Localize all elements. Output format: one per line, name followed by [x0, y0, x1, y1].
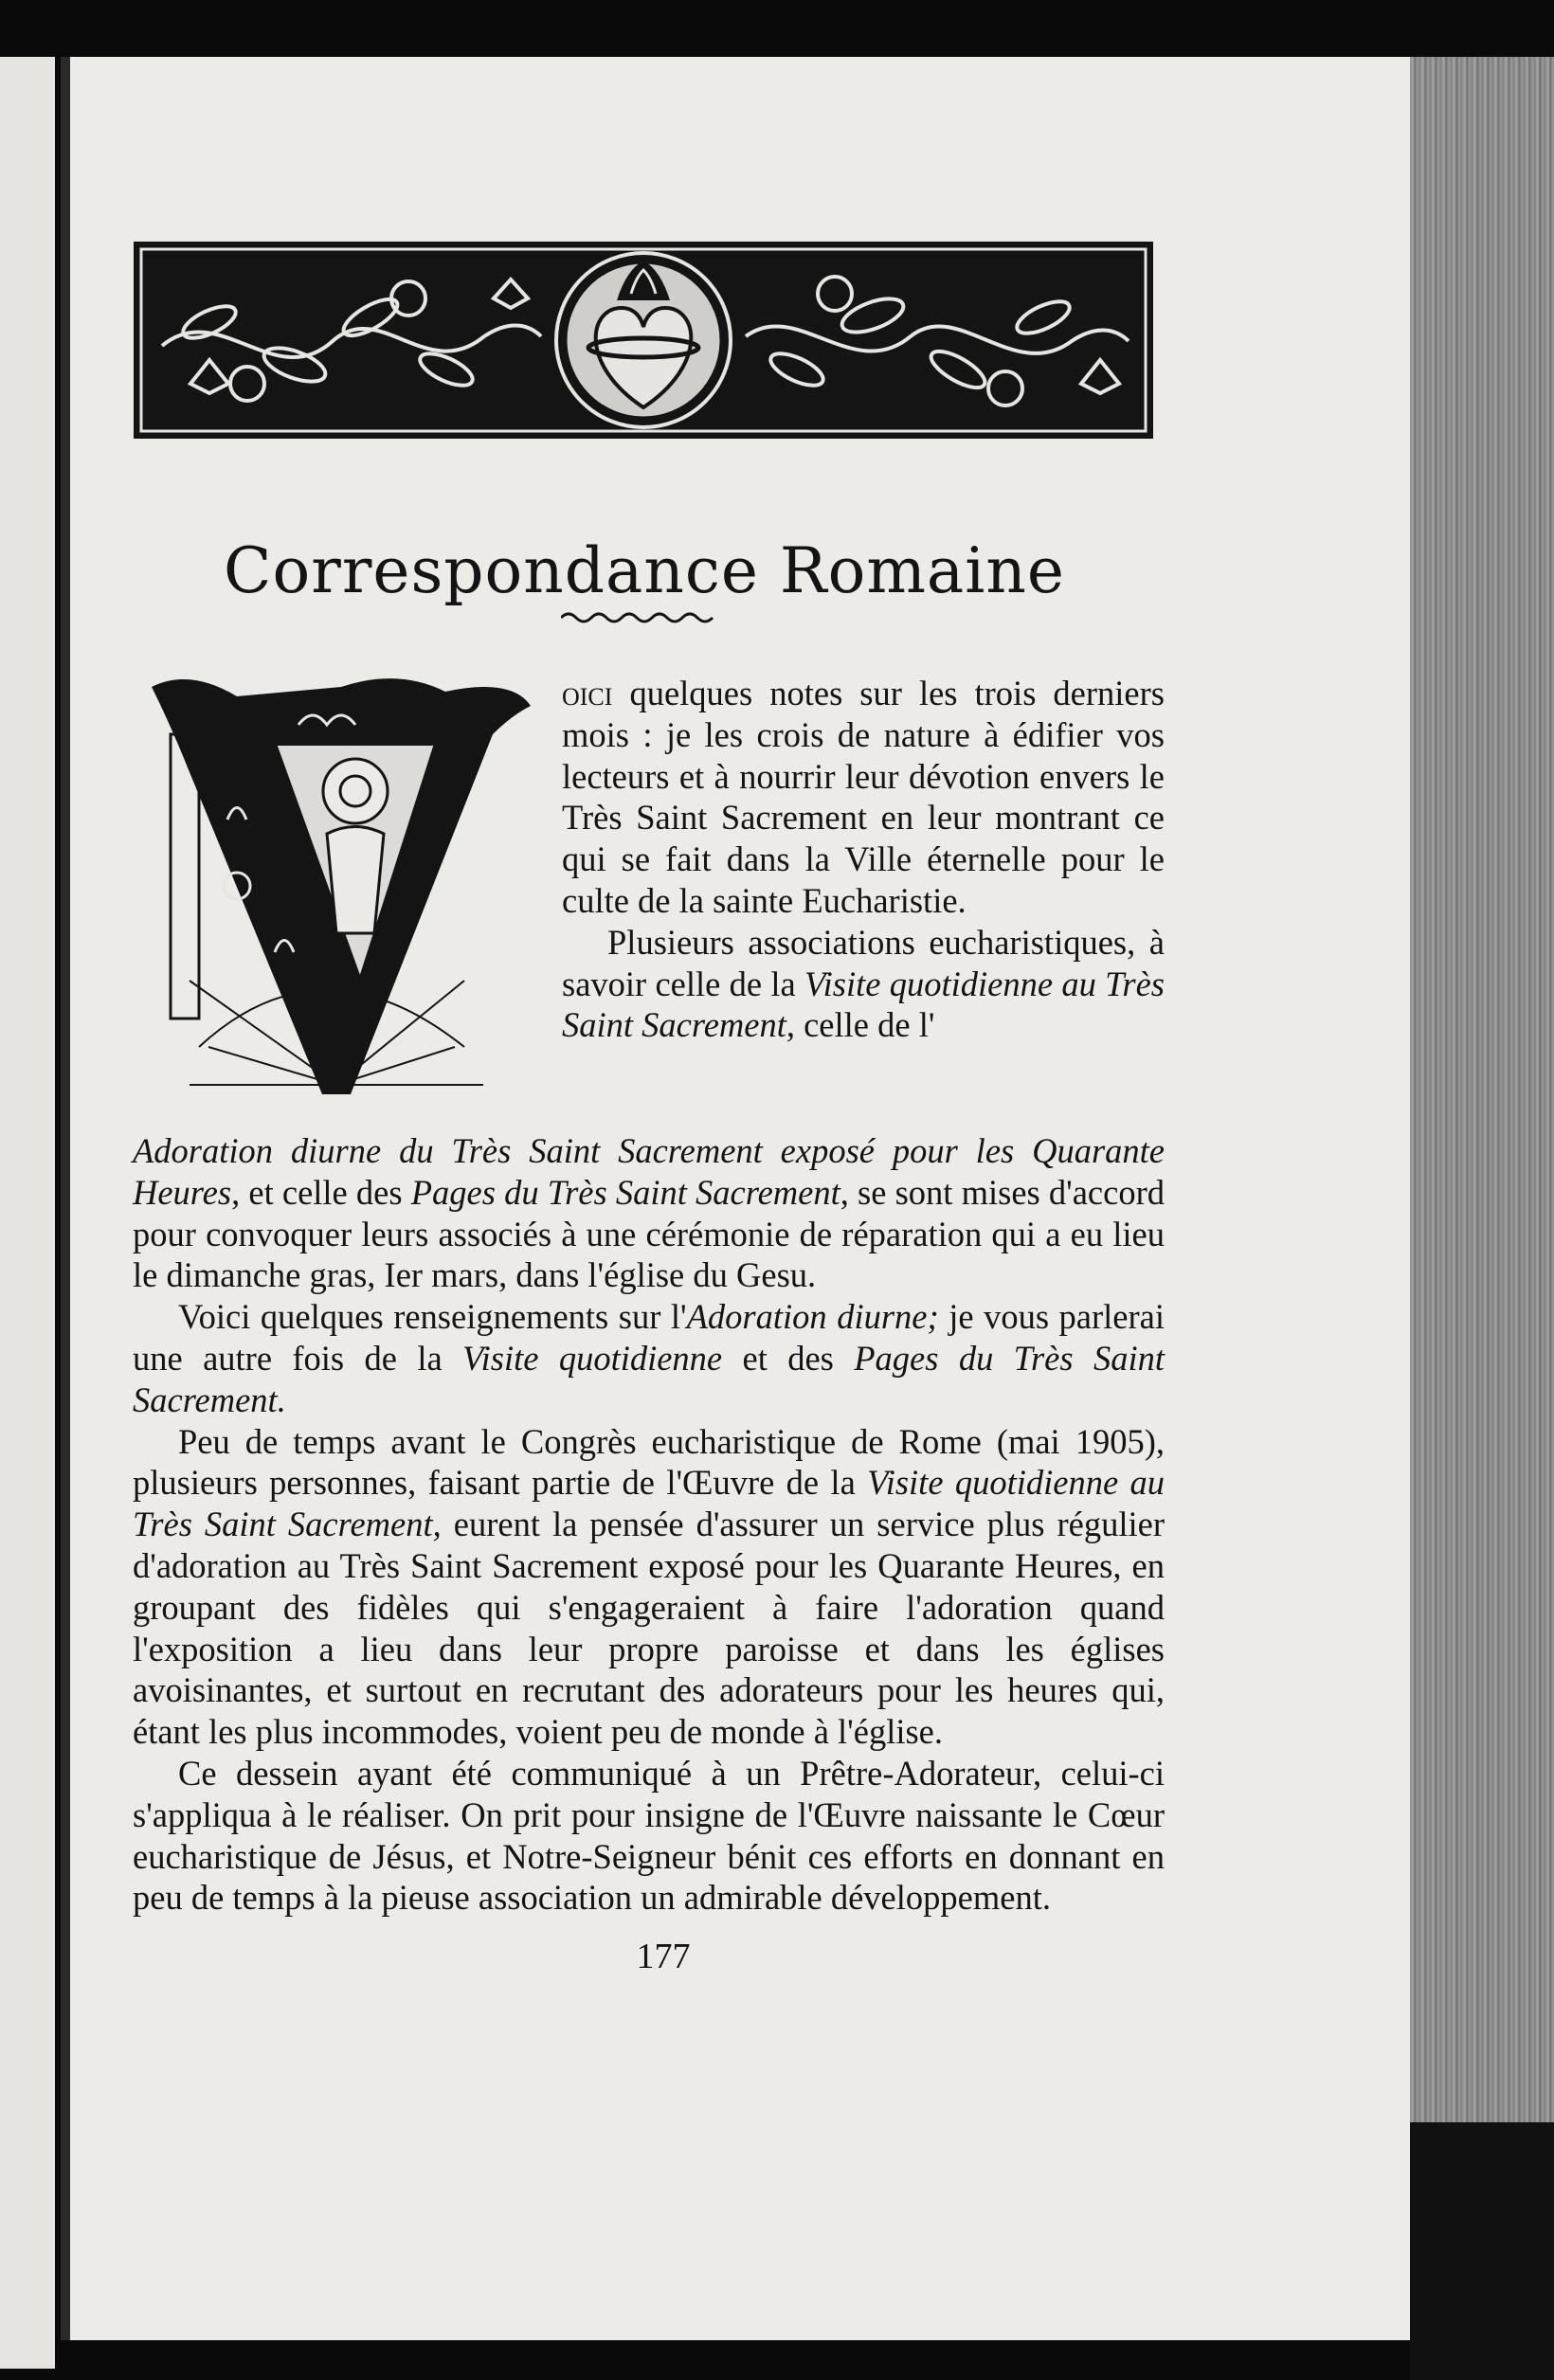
paragraph-2-text-c: , et celle des [231, 1172, 411, 1212]
paragraph-3-italic-2: Visite quotidienne [462, 1338, 723, 1378]
paragraph-2-start [562, 922, 1165, 1046]
page-title: Correspondance Romaine [224, 534, 1065, 608]
paragraph-3-text-b: je vous parlerai une autre fois de la [133, 1297, 1165, 1378]
paragraph-1 [562, 673, 1165, 922]
dropcap-v-icon [133, 668, 540, 1104]
paragraph-5: Ce dessein ayant été communiqué à un Prêtre-Adorateur, celui-ci s'appliqua à le réaliser. On prit pour insigne de l'Œuvre naissante le Cœur eucharistique de Jésus, et Notre-Seigneur bénit ces efforts en donnant en peu de temps à la pieuse association un admirable développement. [133, 1753, 1165, 1918]
paragraph-2-continued [133, 1130, 1165, 1296]
page-number: 177 [636, 1937, 691, 1976]
paragraph-1-text: quelques notes sur les trois derniers mois : je les crois de nature à édifier vos lecteurs et à nourrir leur dévotion envers le Très Saint Sacrement en leur montrant ce qui se fait dans la Ville éternelle pour le culte de la sainte Eucharistie. [562, 674, 1165, 920]
text-column-beside-dropcap [562, 673, 1165, 1046]
paragraph-2-italic-2: Adoration diurne du Très Saint Sacrement exposé pour les Quarante Heures [133, 1131, 1165, 1212]
paragraph-4-text-a: Peu de temps avant le Congrès eucharistique de Rome (mai 1905), plusieurs personnes, faisant partie de l'Œuvre de la [133, 1421, 1165, 1503]
paragraph-4 [133, 1421, 1165, 1753]
paragraph-3-italic-1: Adoration diurne; [686, 1297, 939, 1337]
title-divider-flourish [561, 606, 722, 629]
previous-page-edge [0, 57, 55, 2369]
paragraph-3-italic-3: Pages du Très Saint Sacrement. [133, 1338, 1165, 1419]
paragraph-1-first-word: oici [562, 674, 613, 712]
paragraph-4-italic-1: Visite quotidienne au Très Saint Sacrement, [133, 1463, 1165, 1544]
illuminated-dropcap [133, 668, 540, 1104]
book-fore-edge [1410, 57, 1554, 2122]
paragraph-2-italic-1: Visite quotidienne au Très Saint Sacrement [562, 964, 1165, 1045]
paragraph-2-italic-3: Pages du Très Saint Sacrement [410, 1172, 840, 1212]
paragraph-2-text-a: Plusieurs associations eucharistiques, à savoir celle de la [562, 922, 1165, 1003]
paragraph-2-text-b: , celle de l' [786, 1005, 935, 1045]
paragraph-3 [133, 1296, 1165, 1420]
paragraph-3-text-c: et des [722, 1338, 855, 1378]
paragraph-4-text-b: eurent la pensée d'assurer un service plus régulier d'adoration au Très Saint Sacrement exposé pour les Quarante Heures, en groupant des fidèles qui s'engageraient à faire l'adoration quand l'exposition a lieu dans leur propre paroisse et dans les églises avoisinantes, et surtout en recrutant des adorateurs pour les heures qui, étant les plus incommodes, voient peu de monde à l'église. [133, 1505, 1165, 1752]
book-fore-edge-shadow [1410, 2122, 1554, 2380]
paragraph-2-text-d: , se sont mises d'accord pour convoquer leurs associés à une cérémonie de réparation qui a eu lieu le dimanche gras, Ier mars, dans l'église du Gesu. [133, 1172, 1165, 1295]
header-ornament [134, 242, 1153, 439]
paragraph-3-text-a: Voici quelques renseignements sur l' [178, 1297, 687, 1337]
text-column-full-width [133, 1130, 1165, 1919]
